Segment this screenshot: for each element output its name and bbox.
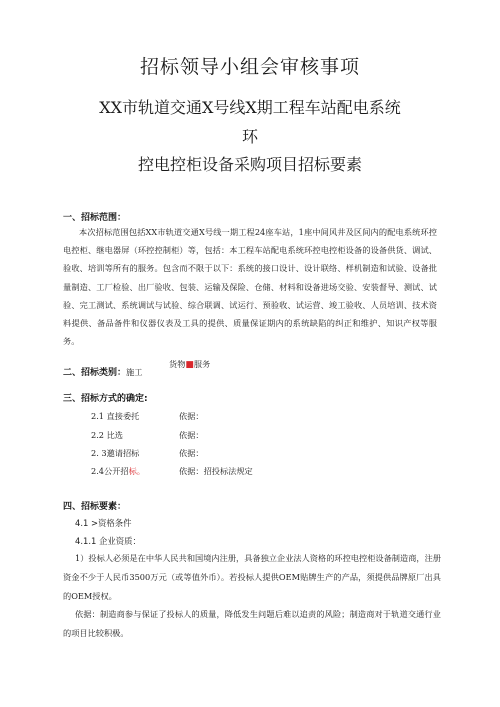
basis-paragraph: 依据：制造商参与保证了投标人的质量，降低发生问题后难以追责的风险；制造商对于轨道交通行业的项目比较积极。 <box>63 609 441 638</box>
method-direct: 2.1 直接委托 <box>91 411 140 421</box>
method-public-red: 标 <box>128 466 137 476</box>
method-comparison: 2.2 比选 <box>91 430 123 440</box>
method-invited: 2. 3邀请招标 <box>91 448 140 458</box>
document-subtitle-line-2: 环 <box>241 127 258 146</box>
category-options <box>169 359 210 370</box>
document-subtitle-line-1: XX市轨道交通X号线X期工程车站配电系统 <box>99 98 401 117</box>
section-1-body: 本次招标范围包括XX市轨道交通X号线一期工程24座车站，1座中间风井及区间内的配电系统环控电控柜、继电器屏（环控控制柜）等，包括：本工程车站配电系统环控电控柜设备的设备供货、调试、验收、培训等所有的服务。包含而不限于以下：系统的接口设计、设计联络、样机制造和试验、设备批量制造、工厂检验、出厂验收、包装、运输及保险、仓储、材料和设备进场交验、安装督导、测试、试验、完工测试、系统调试与试验、综合联调、试运行、预验收、试运营、竣工验收、人员培训、技术资料提供、备品备件和仪器仪表及工具的提供、质量保证期内的系统缺陷的纠正和维护、知识产权等服务。 <box>63 227 437 347</box>
method-public-suffix: 。 <box>136 466 145 476</box>
method-direct-basis: 依据： <box>179 411 204 421</box>
subsection-qualification: 4.1 >资格条件 <box>75 518 132 528</box>
subsection-enterprise-qualification: 4.1.1 企业资质： <box>75 536 141 546</box>
category-service: 服务 <box>193 359 211 369</box>
document-subtitle-line-3: 控电控柜设备采购项目招标要素 <box>137 155 362 174</box>
section-3-heading: 三、招标方式的确定: <box>63 394 148 404</box>
category-goods: 货物 <box>169 359 186 369</box>
section-1-heading: 一、招标范围： <box>63 213 127 223</box>
method-public-prefix: 2.4公开招 <box>91 466 129 476</box>
method-public <box>91 466 145 477</box>
method-public-basis: 依据：招投标法规定 <box>179 466 253 476</box>
qualification-paragraph: 1）投标人必须是在中华人民共和国境内注册，具备独立企业法人资格的环控电控柜设备制造商，注册资金不少于人民币3500万元（或等值外币）。若投标人提供OEM贴牌生产的产品，须提供品牌原厂出具的OEM授权。 <box>63 553 441 601</box>
section-2-heading <box>63 365 142 378</box>
section-2-heading-text: 二、招标类别： <box>63 368 127 378</box>
checkbox-checked-icon: ■ <box>185 360 194 370</box>
section-4-heading: 四、招标要素： <box>63 502 127 512</box>
method-invited-basis: 依据： <box>179 448 204 458</box>
method-comparison-basis: 依据： <box>179 430 204 440</box>
document-title: 招标领导小组会审核事项 <box>139 56 360 78</box>
category-construction: 施工 <box>126 367 143 377</box>
